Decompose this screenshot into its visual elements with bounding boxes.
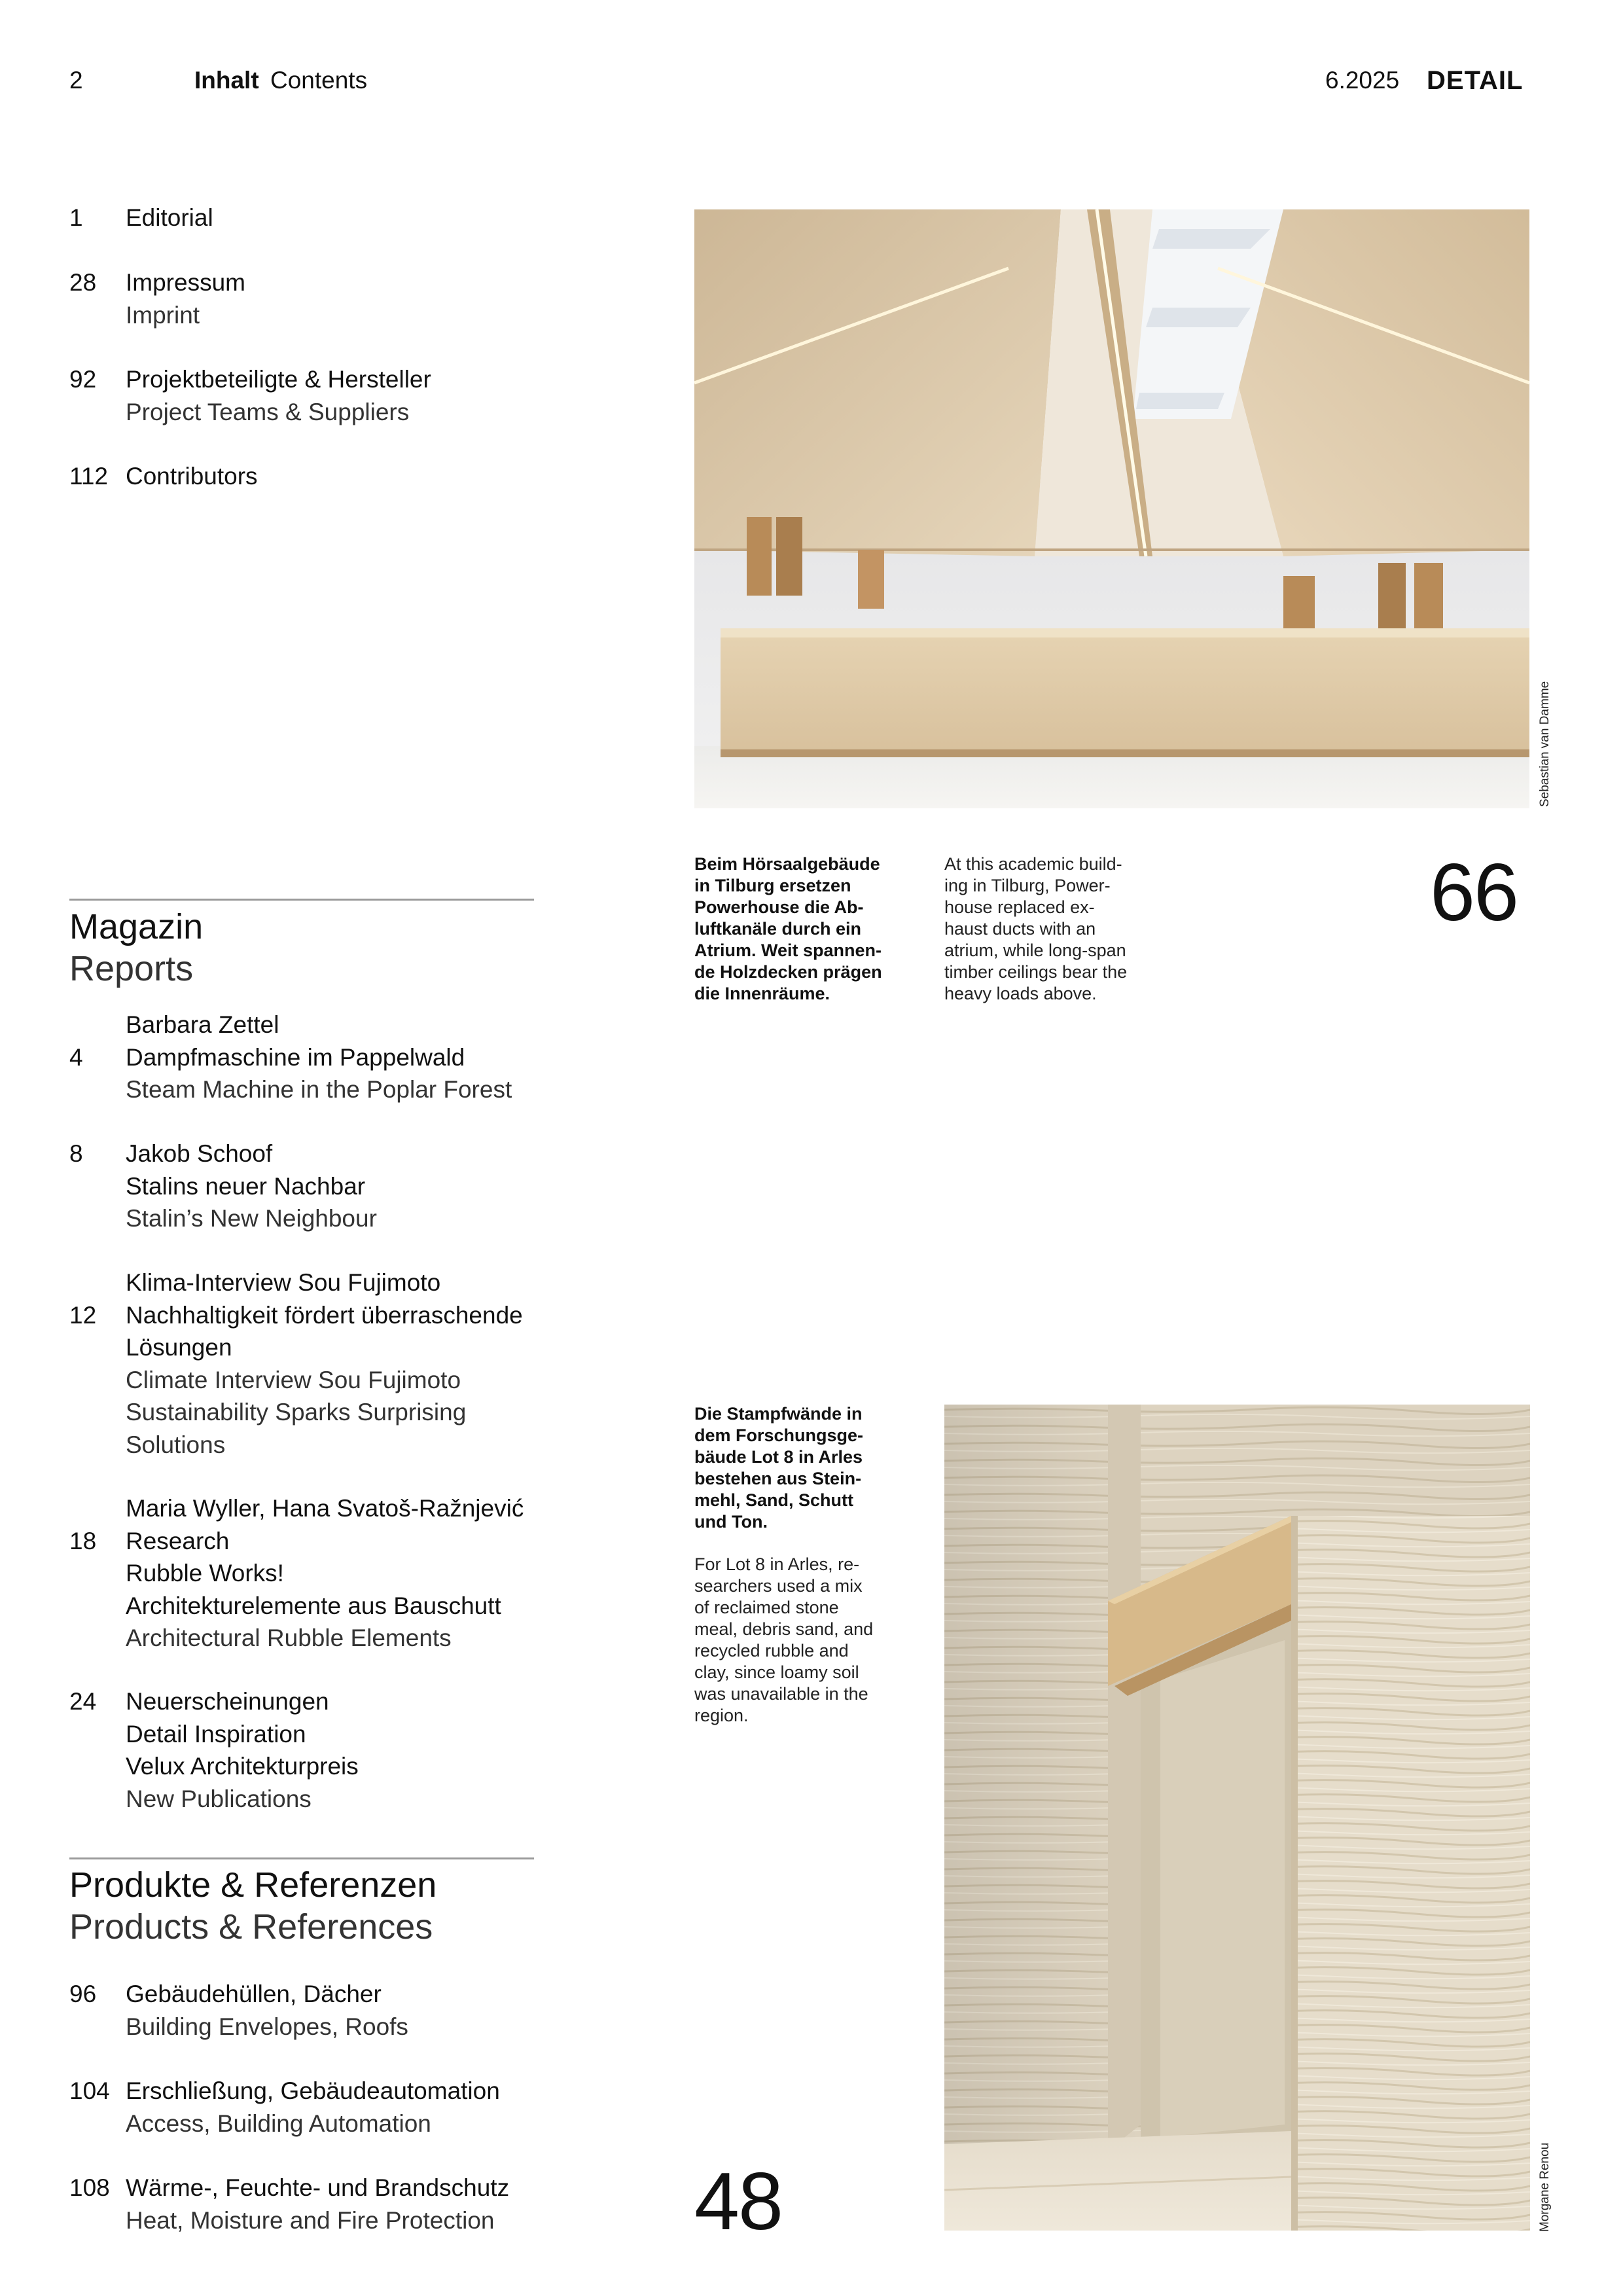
toc-title-en: Project Teams & Suppliers <box>126 398 410 425</box>
toc-title: Dampfmaschine im Pappelwald <box>126 1043 465 1071</box>
toc-title: Contributors <box>126 463 258 490</box>
detail-logo: DETAIL <box>1427 66 1524 95</box>
toc-title: Velux Architekturpreis <box>126 1753 359 1780</box>
caption-line: meal, debris sand, and <box>694 1619 874 1639</box>
caption-line: ing in Tilburg, Power- <box>944 876 1111 895</box>
toc-title: Stalins neuer Nachbar <box>126 1172 366 1200</box>
caption-line: heavy loads above. <box>944 984 1097 1003</box>
caption-48-de <box>694 1403 917 1533</box>
toc-entry-rubble-works[interactable] <box>69 1492 541 1655</box>
toc-title-en: New Publications <box>126 1785 312 1812</box>
toc-page-number: 92 <box>69 366 97 393</box>
toc-entry-contributors[interactable] <box>69 460 541 493</box>
issue-number: 6.2025 <box>1325 67 1400 94</box>
page-number: 2 <box>69 67 83 94</box>
caption-line: Die Stampfwände in <box>694 1404 863 1424</box>
caption-line: in Tilburg ersetzen <box>694 876 851 895</box>
caption-line: bäude Lot 8 in Arles <box>694 1447 863 1467</box>
caption-line: de Holzdecken prägen <box>694 962 882 982</box>
toc-title: Architekturelemente aus Bauschutt <box>126 1592 501 1619</box>
caption-66-de <box>694 853 917 1005</box>
toc-page-number: 18 <box>69 1527 97 1554</box>
toc-entry-project-teams[interactable] <box>69 363 541 428</box>
photo-credit-1: Sebastian van Damme <box>1538 681 1552 807</box>
section-title-en: Reports <box>69 949 194 988</box>
toc-page-number: 108 <box>69 2174 110 2201</box>
toc-title-en: Solutions <box>126 1431 226 1458</box>
page-reference-48[interactable]: 48 <box>694 2157 782 2247</box>
toc-title-en: Access, Building Automation <box>126 2109 431 2137</box>
toc-title: Wärme-, Feuchte- und Brandschutz <box>126 2174 510 2201</box>
toc-title: Rubble Works! <box>126 1560 284 1587</box>
toc-title-en: Sustainability Sparks Surprising <box>126 1399 467 1426</box>
toc-title: Research <box>126 1527 230 1554</box>
caption-line: searchers used a mix <box>694 1576 863 1596</box>
caption-line: region. <box>694 1706 749 1725</box>
toc-title: Nachhaltigkeit fördert überraschende <box>126 1301 523 1329</box>
section-title-magazin <box>69 906 203 990</box>
caption-line: bestehen aus Stein- <box>694 1469 862 1488</box>
toc-page-number: 12 <box>69 1301 97 1329</box>
toc-entry-building-envelopes[interactable] <box>69 1978 541 2043</box>
toc-page-number: 112 <box>69 463 108 490</box>
page-reference-66[interactable]: 66 <box>1430 848 1518 938</box>
toc-page-number: 104 <box>69 2077 110 2104</box>
caption-line: Powerhouse die Ab- <box>694 897 864 917</box>
toc-title: Editorial <box>126 204 213 231</box>
caption-line: recycled rubble and <box>694 1641 849 1660</box>
toc-entry-editorial[interactable] <box>69 202 541 234</box>
toc-title-en: Building Envelopes, Roofs <box>126 2013 408 2040</box>
toc-entry-dampfmaschine[interactable] <box>69 1009 541 1106</box>
toc-author: Jakob Schoof <box>126 1140 273 1167</box>
caption-line: clay, since loamy soil <box>694 1662 859 1682</box>
caption-line: haust ducts with an <box>944 919 1096 939</box>
section-title-de: Magazin <box>69 907 204 946</box>
caption-line: was unavailable in the <box>694 1684 868 1704</box>
caption-line: atrium, while long-span <box>944 941 1126 960</box>
caption-line: dem Forschungsge- <box>694 1426 864 1445</box>
caption-line: For Lot 8 in Arles, re- <box>694 1554 860 1574</box>
toc-entry-impressum[interactable] <box>69 266 541 331</box>
header-title-en: Contents <box>270 67 368 94</box>
toc-title-en: Stalin’s New Neighbour <box>126 1205 377 1232</box>
toc-title: Impressum <box>126 269 245 296</box>
caption-line: Beim Hörsaalgebäude <box>694 854 880 874</box>
section-title-en: Products & References <box>69 1907 433 1946</box>
toc-title: Neuerscheinungen <box>126 1688 329 1715</box>
caption-line: house replaced ex- <box>944 897 1095 917</box>
toc-title-en: Climate Interview Sou Fujimoto <box>126 1366 461 1393</box>
photo-credit-2: Morgane Renou <box>1538 2142 1552 2232</box>
toc-entry-access-automation[interactable] <box>69 2075 541 2140</box>
toc-title: Detail Inspiration <box>126 1720 306 1748</box>
caption-line: und Ton. <box>694 1512 768 1532</box>
toc-page-number: 96 <box>69 1981 97 2007</box>
toc-page-number: 1 <box>69 204 83 231</box>
toc-title: Lösungen <box>126 1334 232 1361</box>
rammed-earth-photo[interactable] <box>944 1405 1530 2231</box>
toc-entry-new-publications[interactable] <box>69 1685 541 1815</box>
toc-title-en: Imprint <box>126 301 200 329</box>
section-divider <box>69 1857 534 1859</box>
toc-title-en: Steam Machine in the Poplar Forest <box>126 1076 512 1103</box>
toc-title-en: Architectural Rubble Elements <box>126 1624 452 1651</box>
toc-entry-fujimoto-interview[interactable] <box>69 1266 541 1461</box>
caption-line: mehl, Sand, Schutt <box>694 1490 854 1510</box>
caption-line: timber ceilings bear the <box>944 962 1128 982</box>
toc-title: Erschließung, Gebäudeautomation <box>126 2077 500 2104</box>
toc-author: Barbara Zettel <box>126 1011 279 1038</box>
toc-entry-stalins-neighbour[interactable] <box>69 1138 541 1235</box>
toc-title-en: Heat, Moisture and Fire Protection <box>126 2206 495 2234</box>
header-title-de: Inhalt <box>194 67 259 94</box>
toc-author: Maria Wyller, Hana Svatoš-Ražnjević <box>126 1495 524 1522</box>
atrium-photo[interactable] <box>694 209 1529 808</box>
toc-page-number: 8 <box>69 1140 83 1167</box>
caption-line: At this academic build- <box>944 854 1122 874</box>
toc-title: Gebäudehüllen, Dächer <box>126 1981 382 2007</box>
caption-line: Atrium. Weit spannen- <box>694 941 882 960</box>
caption-66-en <box>944 853 1167 1005</box>
toc-title: Projektbeteiligte & Hersteller <box>126 366 431 393</box>
section-title-de: Produkte & Referenzen <box>69 1865 437 1905</box>
toc-author: Klima-Interview Sou Fujimoto <box>126 1269 441 1296</box>
caption-line: luftkanäle durch ein <box>694 919 862 939</box>
section-divider <box>69 899 534 901</box>
caption-48-en <box>694 1554 917 1727</box>
toc-page-number: 24 <box>69 1688 97 1715</box>
caption-line: die Innenräume. <box>694 984 830 1003</box>
toc-page-number: 28 <box>69 269 97 296</box>
toc-page-number: 4 <box>69 1043 83 1071</box>
section-title-produkte <box>69 1864 437 1948</box>
toc-entry-heat-moisture-fire[interactable] <box>69 2172 541 2236</box>
caption-line: of reclaimed stone <box>694 1598 839 1617</box>
